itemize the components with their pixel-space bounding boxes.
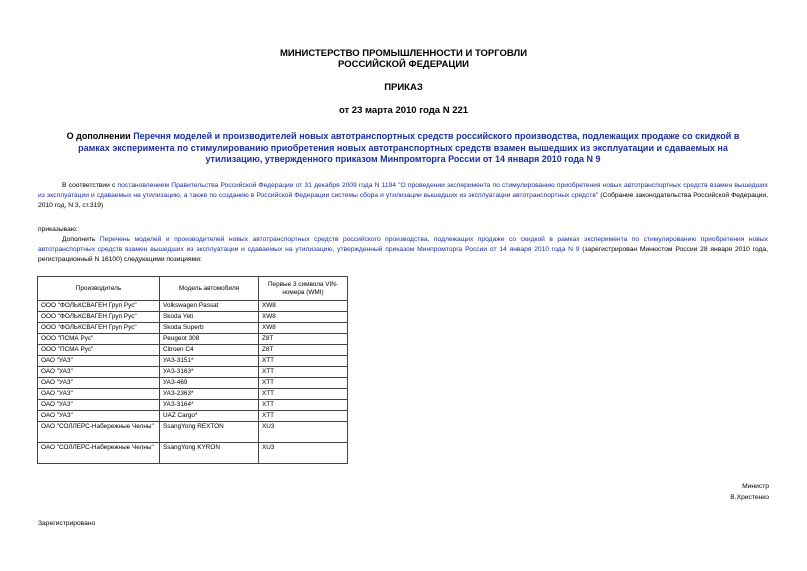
cell-manufacturer: ОАО "УАЗ" bbox=[38, 389, 160, 400]
cell-wmi: XTT bbox=[259, 356, 348, 367]
col-header-manufacturer: Производитель bbox=[38, 277, 160, 301]
cell-model: Citroen C4 bbox=[160, 345, 259, 356]
cell-manufacturer: ОАО "УАЗ" bbox=[38, 378, 160, 389]
cell-model: УАЗ-2363* bbox=[160, 389, 259, 400]
vehicle-table bbox=[37, 276, 348, 464]
cell-model: УАЗ-3163* bbox=[160, 367, 259, 378]
doc-date-number: от 23 марта 2010 года N 221 bbox=[338, 105, 469, 116]
cell-wmi: XTT bbox=[259, 400, 348, 411]
cell-model: УАЗ-3151* bbox=[160, 356, 259, 367]
p2-prefix: Дополнить bbox=[62, 236, 100, 243]
cell-manufacturer: ОАО "УАЗ" bbox=[38, 400, 160, 411]
registered-label: Зарегистрировано bbox=[38, 520, 96, 527]
signature-block bbox=[730, 481, 769, 503]
cell-model: Peugeot 308 bbox=[160, 334, 259, 345]
table-row bbox=[38, 345, 348, 356]
cell-wmi: Z8T bbox=[259, 345, 348, 356]
ministry-line-2: РОССИЙСКОЙ ФЕДЕРАЦИИ bbox=[337, 59, 469, 70]
cell-model: UAZ Cargo* bbox=[160, 411, 259, 422]
list-link[interactable]: Перечень моделей и производителей новых автотранспортных средств российского производства, подлежащих продаже со скидкой в рамках эксперимента по стимулированию приобретения новых автотранспортных средств взамен вышедших из эксплуатации и сдаваемых на утилизацию, утвержденный приказом Минпромторга России от 14 января 2010 года N 9 bbox=[38, 236, 768, 254]
cell-wmi: XW8 bbox=[259, 312, 348, 323]
cell-wmi: XTT bbox=[259, 411, 348, 422]
table-row bbox=[38, 411, 348, 422]
title-link[interactable]: Перечня моделей и производителей новых автотранспортных средств российского производства, подлежащих продаже со скидкой в рамках эксперимента по стимулированию приобретения новых автотранспортных средств взамен вышедших из эксплуатации и сдаваемых на утилизацию, утвержденного приказом Минпромторга России от 14 января 2010 года N 9 bbox=[78, 131, 740, 164]
table-row bbox=[38, 323, 348, 334]
table-row bbox=[38, 378, 348, 389]
table-row bbox=[38, 301, 348, 312]
cell-model: УАЗ-3164* bbox=[160, 400, 259, 411]
cell-manufacturer: ООО "ФОЛЬКСВАГЕН Груп Рус" bbox=[38, 301, 160, 312]
ministry-name bbox=[0, 48, 807, 70]
col-header-model: Модель автомобиля bbox=[160, 277, 259, 301]
table-row bbox=[38, 367, 348, 378]
signature-position: Министр bbox=[742, 483, 769, 490]
title-prefix: О дополнении bbox=[66, 131, 134, 141]
cell-model: УАЗ-469 bbox=[160, 378, 259, 389]
cell-wmi: XTT bbox=[259, 367, 348, 378]
paragraph-order bbox=[38, 235, 768, 266]
cell-manufacturer: ООО "ФОЛЬКСВАГЕН Груп Рус" bbox=[38, 323, 160, 334]
table-row bbox=[38, 356, 348, 367]
cell-manufacturer: ООО "ПСМА Рус" bbox=[38, 345, 160, 356]
cell-wmi: XW8 bbox=[259, 323, 348, 334]
cell-wmi: XTT bbox=[259, 389, 348, 400]
cell-model: Skoda Yeti bbox=[160, 312, 259, 323]
cell-wmi: XU3 bbox=[259, 422, 348, 443]
cell-wmi: Z8T bbox=[259, 334, 348, 345]
cell-manufacturer: ОАО "СОЛЛЕРС-Набережные Челны" bbox=[38, 422, 160, 443]
cell-model: Skoda Superb bbox=[160, 323, 259, 334]
table-header-row bbox=[38, 277, 348, 301]
cell-wmi: XU3 bbox=[259, 443, 348, 464]
table-row bbox=[38, 443, 348, 464]
cell-manufacturer: ОАО "УАЗ" bbox=[38, 411, 160, 422]
table-row bbox=[38, 422, 348, 443]
table-row bbox=[38, 400, 348, 411]
cell-manufacturer: ОАО "УАЗ" bbox=[38, 367, 160, 378]
order-word: приказываю: bbox=[38, 226, 78, 233]
decree-link[interactable]: постановлением Правительства Российской Федерации от 31 декабря 2009 года N 1194 "О проведении эксперимента по стимулированию приобретения новых автотранспортных средств взамен вышедших из эксплуатации и сдаваемых на утилизацию, а также по созданию в Российской Федерации системы сбора и утилизации вышедших из эксплуатации автотранспортных средств" bbox=[38, 182, 768, 200]
table-row bbox=[38, 312, 348, 323]
signature-name: В.Христенко bbox=[730, 494, 769, 501]
table-row bbox=[38, 334, 348, 345]
cell-manufacturer: ООО "ФОЛЬКСВАГЕН Груп Рус" bbox=[38, 312, 160, 323]
cell-wmi: XTT bbox=[259, 378, 348, 389]
cell-model: SsangYong REXTON bbox=[160, 422, 259, 443]
paragraph-basis bbox=[38, 181, 768, 212]
cell-manufacturer: ООО "ПСМА Рус" bbox=[38, 334, 160, 345]
ministry-line-1: МИНИСТЕРСТВО ПРОМЫШЛЕННОСТИ И ТОРГОВЛИ bbox=[279, 48, 528, 59]
col-header-wmi: Первые 3 символа VIN-номера (WMI) bbox=[259, 277, 348, 301]
p1-suffix: (Собрание законодательства Российской Федерации, 2010 год, N 3, ст.319) bbox=[38, 192, 768, 210]
doc-title bbox=[58, 131, 748, 166]
cell-model: SsangYong KYRON bbox=[160, 443, 259, 464]
cell-manufacturer: ОАО "СОЛЛЕРС-Набережные Челны" bbox=[38, 443, 160, 464]
p1-prefix: В соответствии с bbox=[62, 182, 118, 189]
cell-manufacturer: ОАО "УАЗ" bbox=[38, 356, 160, 367]
p2-suffix: (зарегистрирован Минюстом России 28 января 2010 года, регистрационный N 16100) следующими позициями: bbox=[38, 246, 768, 264]
cell-model: Volkswagen Passat bbox=[160, 301, 259, 312]
cell-wmi: XW8 bbox=[259, 301, 348, 312]
table-row bbox=[38, 389, 348, 400]
doc-type: ПРИКАЗ bbox=[384, 82, 423, 93]
